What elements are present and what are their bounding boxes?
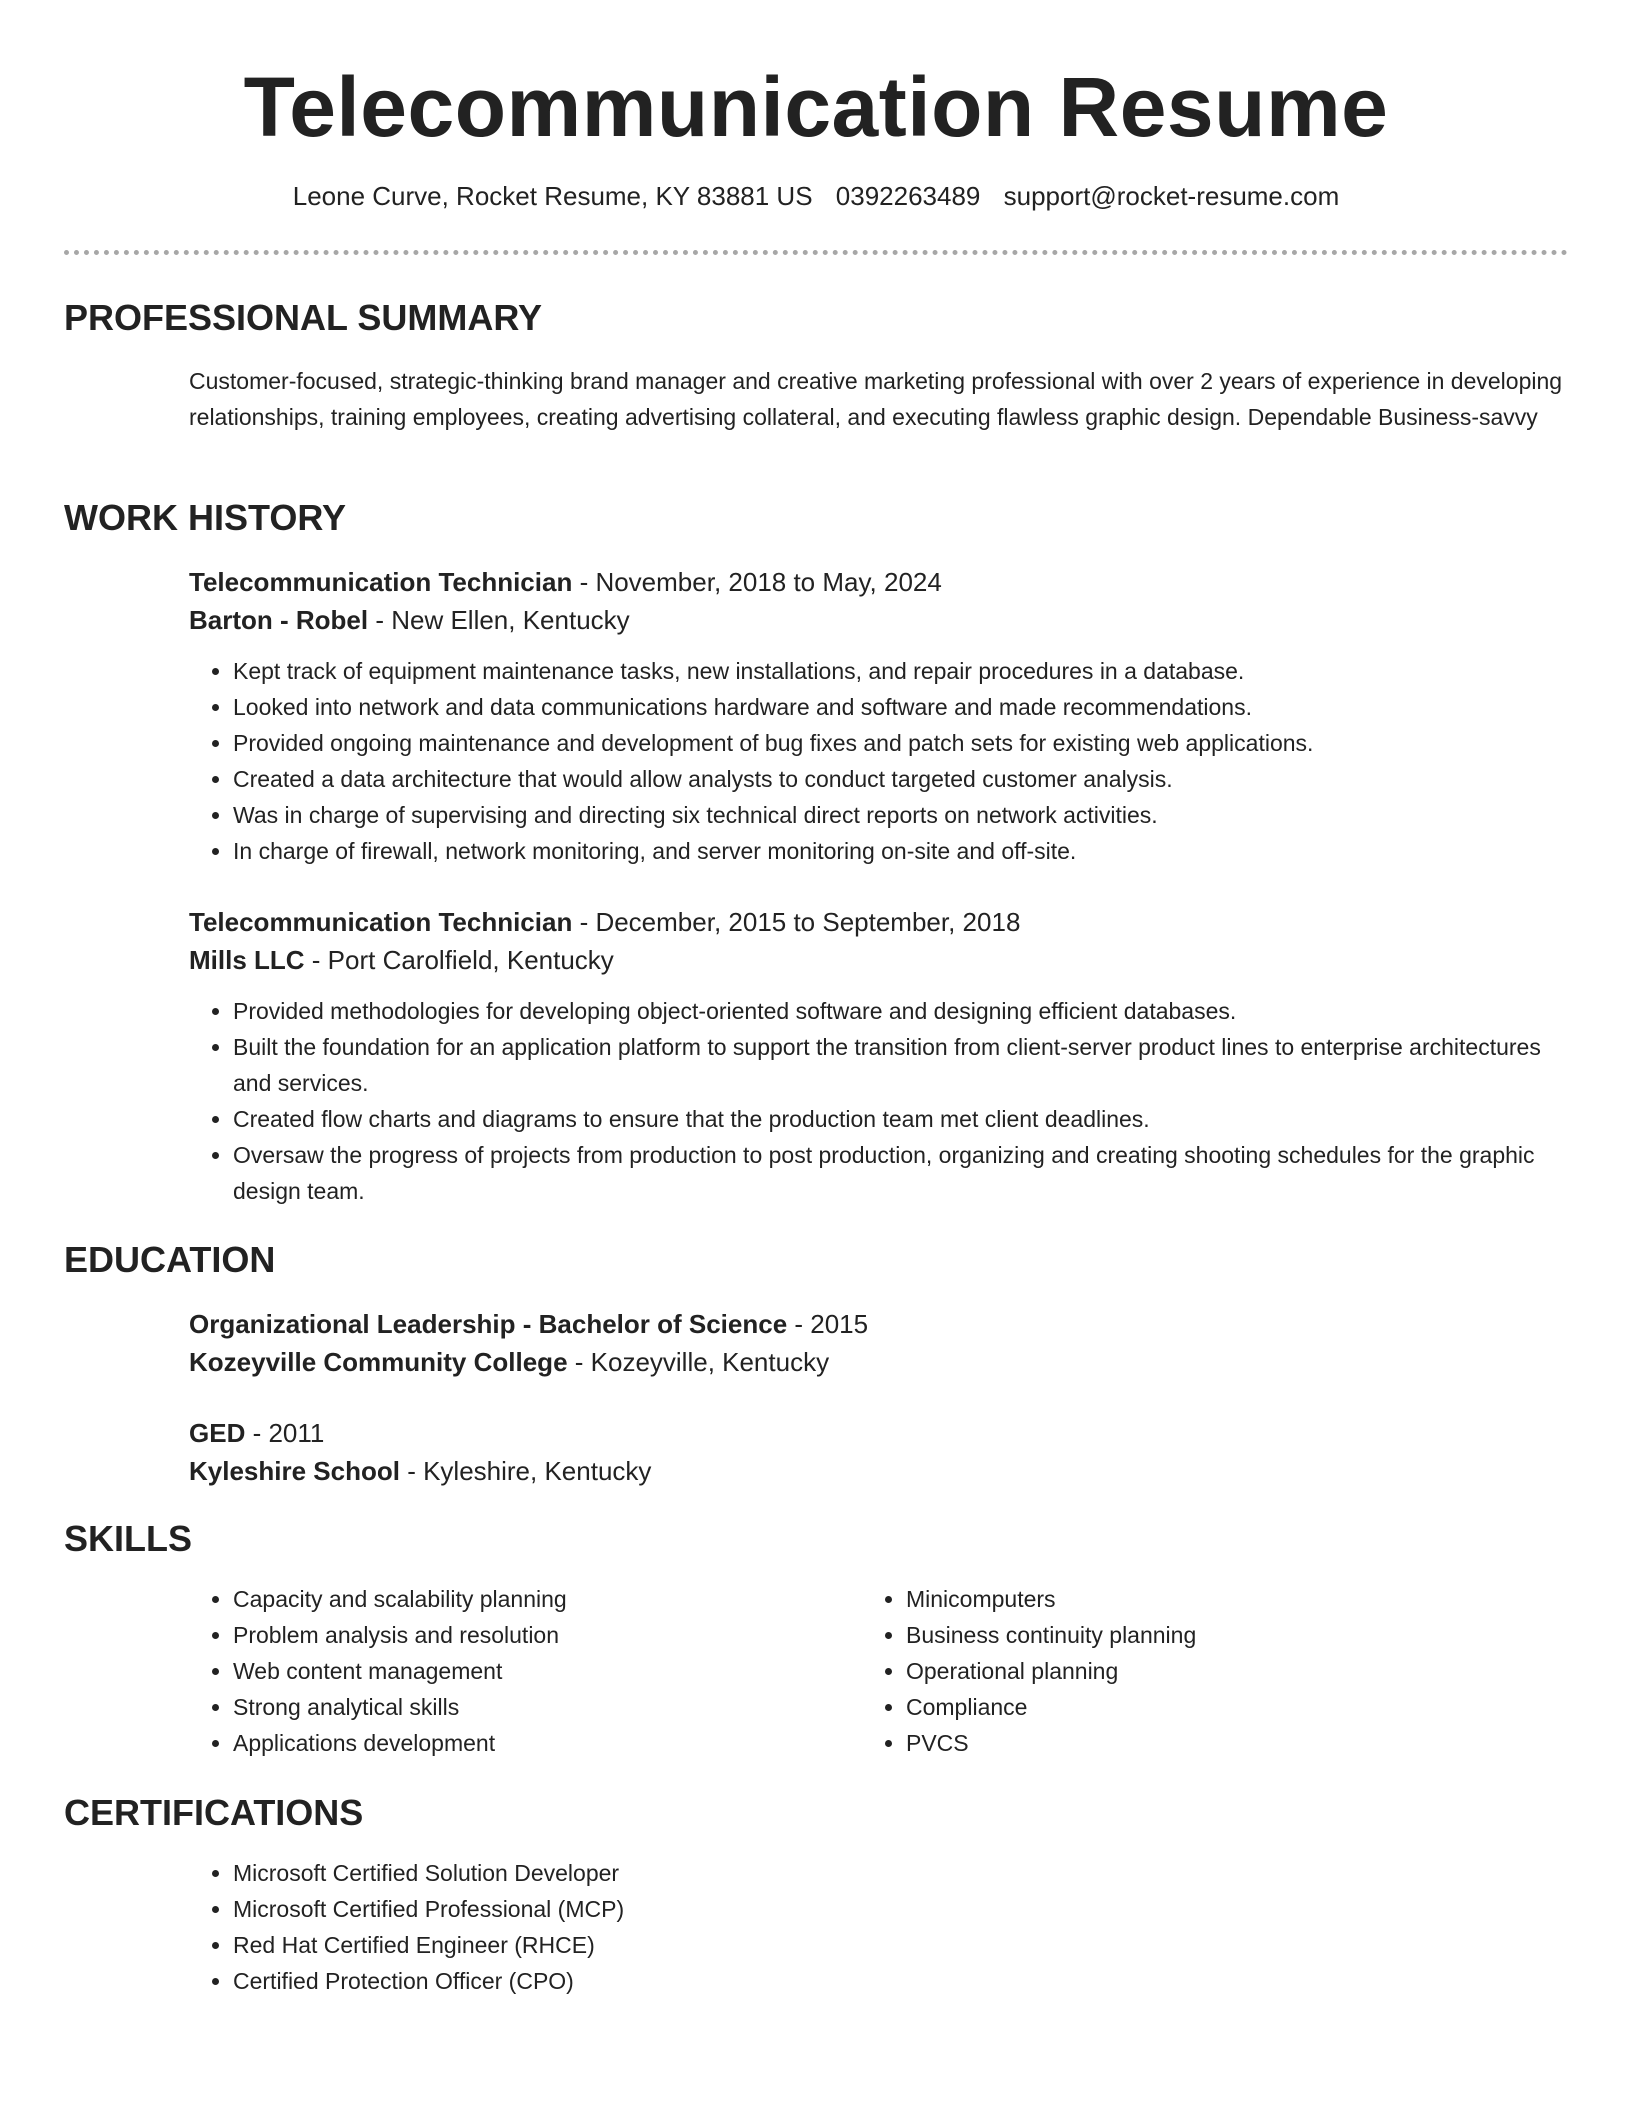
summary-heading: PROFESSIONAL SUMMARY	[64, 297, 543, 338]
job-company-line	[189, 941, 1569, 979]
job-bullet: • Oversaw the progress of projects from production to post production, organizing and creating shooting schedules for the graphic design team.	[233, 1137, 1569, 1209]
job-bullet: • Created a data architecture that would allow analysts to conduct targeted customer analysis.	[233, 761, 1569, 797]
skill-item: • Problem analysis and resolution	[233, 1617, 829, 1653]
skill-item: • PVCS	[906, 1725, 1502, 1761]
job-title-line	[189, 903, 1569, 941]
certifications-block	[189, 1855, 1569, 1999]
job-company: Mills LLC	[189, 945, 305, 975]
job-dates: - November, 2018 to May, 2024	[572, 567, 942, 597]
certification-item: • Certified Protection Officer (CPO)	[233, 1963, 1569, 1999]
job-bullets	[189, 993, 1569, 1209]
school: Kozeyville Community College	[189, 1347, 568, 1377]
school: Kyleshire School	[189, 1456, 400, 1486]
degree-year: - 2011	[245, 1418, 325, 1448]
school-line	[189, 1343, 1569, 1381]
skill-item: • Capacity and scalability planning	[233, 1581, 829, 1617]
job-company-line	[189, 601, 1569, 639]
degree: GED	[189, 1418, 246, 1448]
job-dates: - December, 2015 to September, 2018	[572, 907, 1021, 937]
school-line	[189, 1452, 1569, 1490]
job-location: - Port Carolfield, Kentucky	[304, 945, 614, 975]
degree-year: - 2015	[787, 1309, 869, 1339]
resume-name: Telecommunication Resume	[243, 60, 1389, 154]
job-entry	[189, 563, 1569, 869]
skills-list	[189, 1581, 829, 1761]
degree: Organizational Leadership - Bachelor of Science	[189, 1309, 788, 1339]
job-bullet: • Looked into network and data communications hardware and software and made recommendations.	[233, 689, 1569, 725]
job-company: Barton - Robel	[189, 605, 369, 635]
school-location: - Kyleshire, Kentucky	[399, 1456, 652, 1486]
skill-item: • Web content management	[233, 1653, 829, 1689]
header-divider	[64, 250, 1568, 255]
skills-heading: SKILLS	[64, 1518, 193, 1559]
education-heading: EDUCATION	[64, 1239, 276, 1280]
job-location: - New Ellen, Kentucky	[368, 605, 630, 635]
skill-item: • Minicomputers	[906, 1581, 1502, 1617]
job-bullets	[189, 653, 1569, 869]
skill-item: • Strong analytical skills	[233, 1689, 829, 1725]
job-bullet: • Created flow charts and diagrams to ensure that the production team met client deadlines.	[233, 1101, 1569, 1137]
skill-item: • Business continuity planning	[906, 1617, 1502, 1653]
skills-column-left	[189, 1581, 829, 1761]
certification-item: • Microsoft Certified Professional (MCP)	[233, 1891, 1569, 1927]
job-position: Telecommunication Technician	[189, 567, 573, 597]
contact-line	[0, 178, 1632, 214]
job-bullet: • Kept track of equipment maintenance tasks, new installations, and repair procedures in a database.	[233, 653, 1569, 689]
certifications-heading: CERTIFICATIONS	[64, 1792, 364, 1833]
job-bullet: • Was in charge of supervising and directing six technical direct reports on network activities.	[233, 797, 1569, 833]
contact-email: support@rocket-resume.com	[1003, 181, 1340, 211]
summary-text: Customer-focused, strategic-thinking brand manager and creative marketing professional with over 2 years of experience in developing relationships, training employees, creating advertising collateral, and executing flawless graphic design. Dependable Business-savvy	[189, 368, 1563, 430]
skill-item: • Compliance	[906, 1689, 1502, 1725]
education-entry	[189, 1414, 1569, 1490]
skills-column-right	[862, 1581, 1502, 1761]
contact-phone: 0392263489	[835, 181, 981, 211]
certification-item: • Microsoft Certified Solution Developer	[233, 1855, 1569, 1891]
job-entry	[189, 903, 1569, 1209]
job-bullet: • Provided methodologies for developing object-oriented software and designing efficient databases.	[233, 993, 1569, 1029]
job-title-line	[189, 563, 1569, 601]
job-bullet: • In charge of firewall, network monitoring, and server monitoring on-site and off-site.	[233, 833, 1569, 869]
contact-address: Leone Curve, Rocket Resume, KY 83881 US	[292, 181, 813, 211]
skill-item: • Applications development	[233, 1725, 829, 1761]
job-position: Telecommunication Technician	[189, 907, 573, 937]
skills-list	[862, 1581, 1502, 1761]
degree-line	[189, 1305, 1569, 1343]
education-entry	[189, 1305, 1569, 1381]
job-bullet: • Provided ongoing maintenance and development of bug fixes and patch sets for existing web applications.	[233, 725, 1569, 761]
school-location: - Kozeyville, Kentucky	[567, 1347, 830, 1377]
certifications-list	[189, 1855, 1569, 1999]
skill-item: • Operational planning	[906, 1653, 1502, 1689]
certification-item: • Red Hat Certified Engineer (RHCE)	[233, 1927, 1569, 1963]
work-history-heading: WORK HISTORY	[64, 497, 347, 538]
job-bullet: • Built the foundation for an application platform to support the transition from client-server product lines to enterprise architectures and services.	[233, 1029, 1569, 1101]
degree-line	[189, 1414, 1569, 1452]
